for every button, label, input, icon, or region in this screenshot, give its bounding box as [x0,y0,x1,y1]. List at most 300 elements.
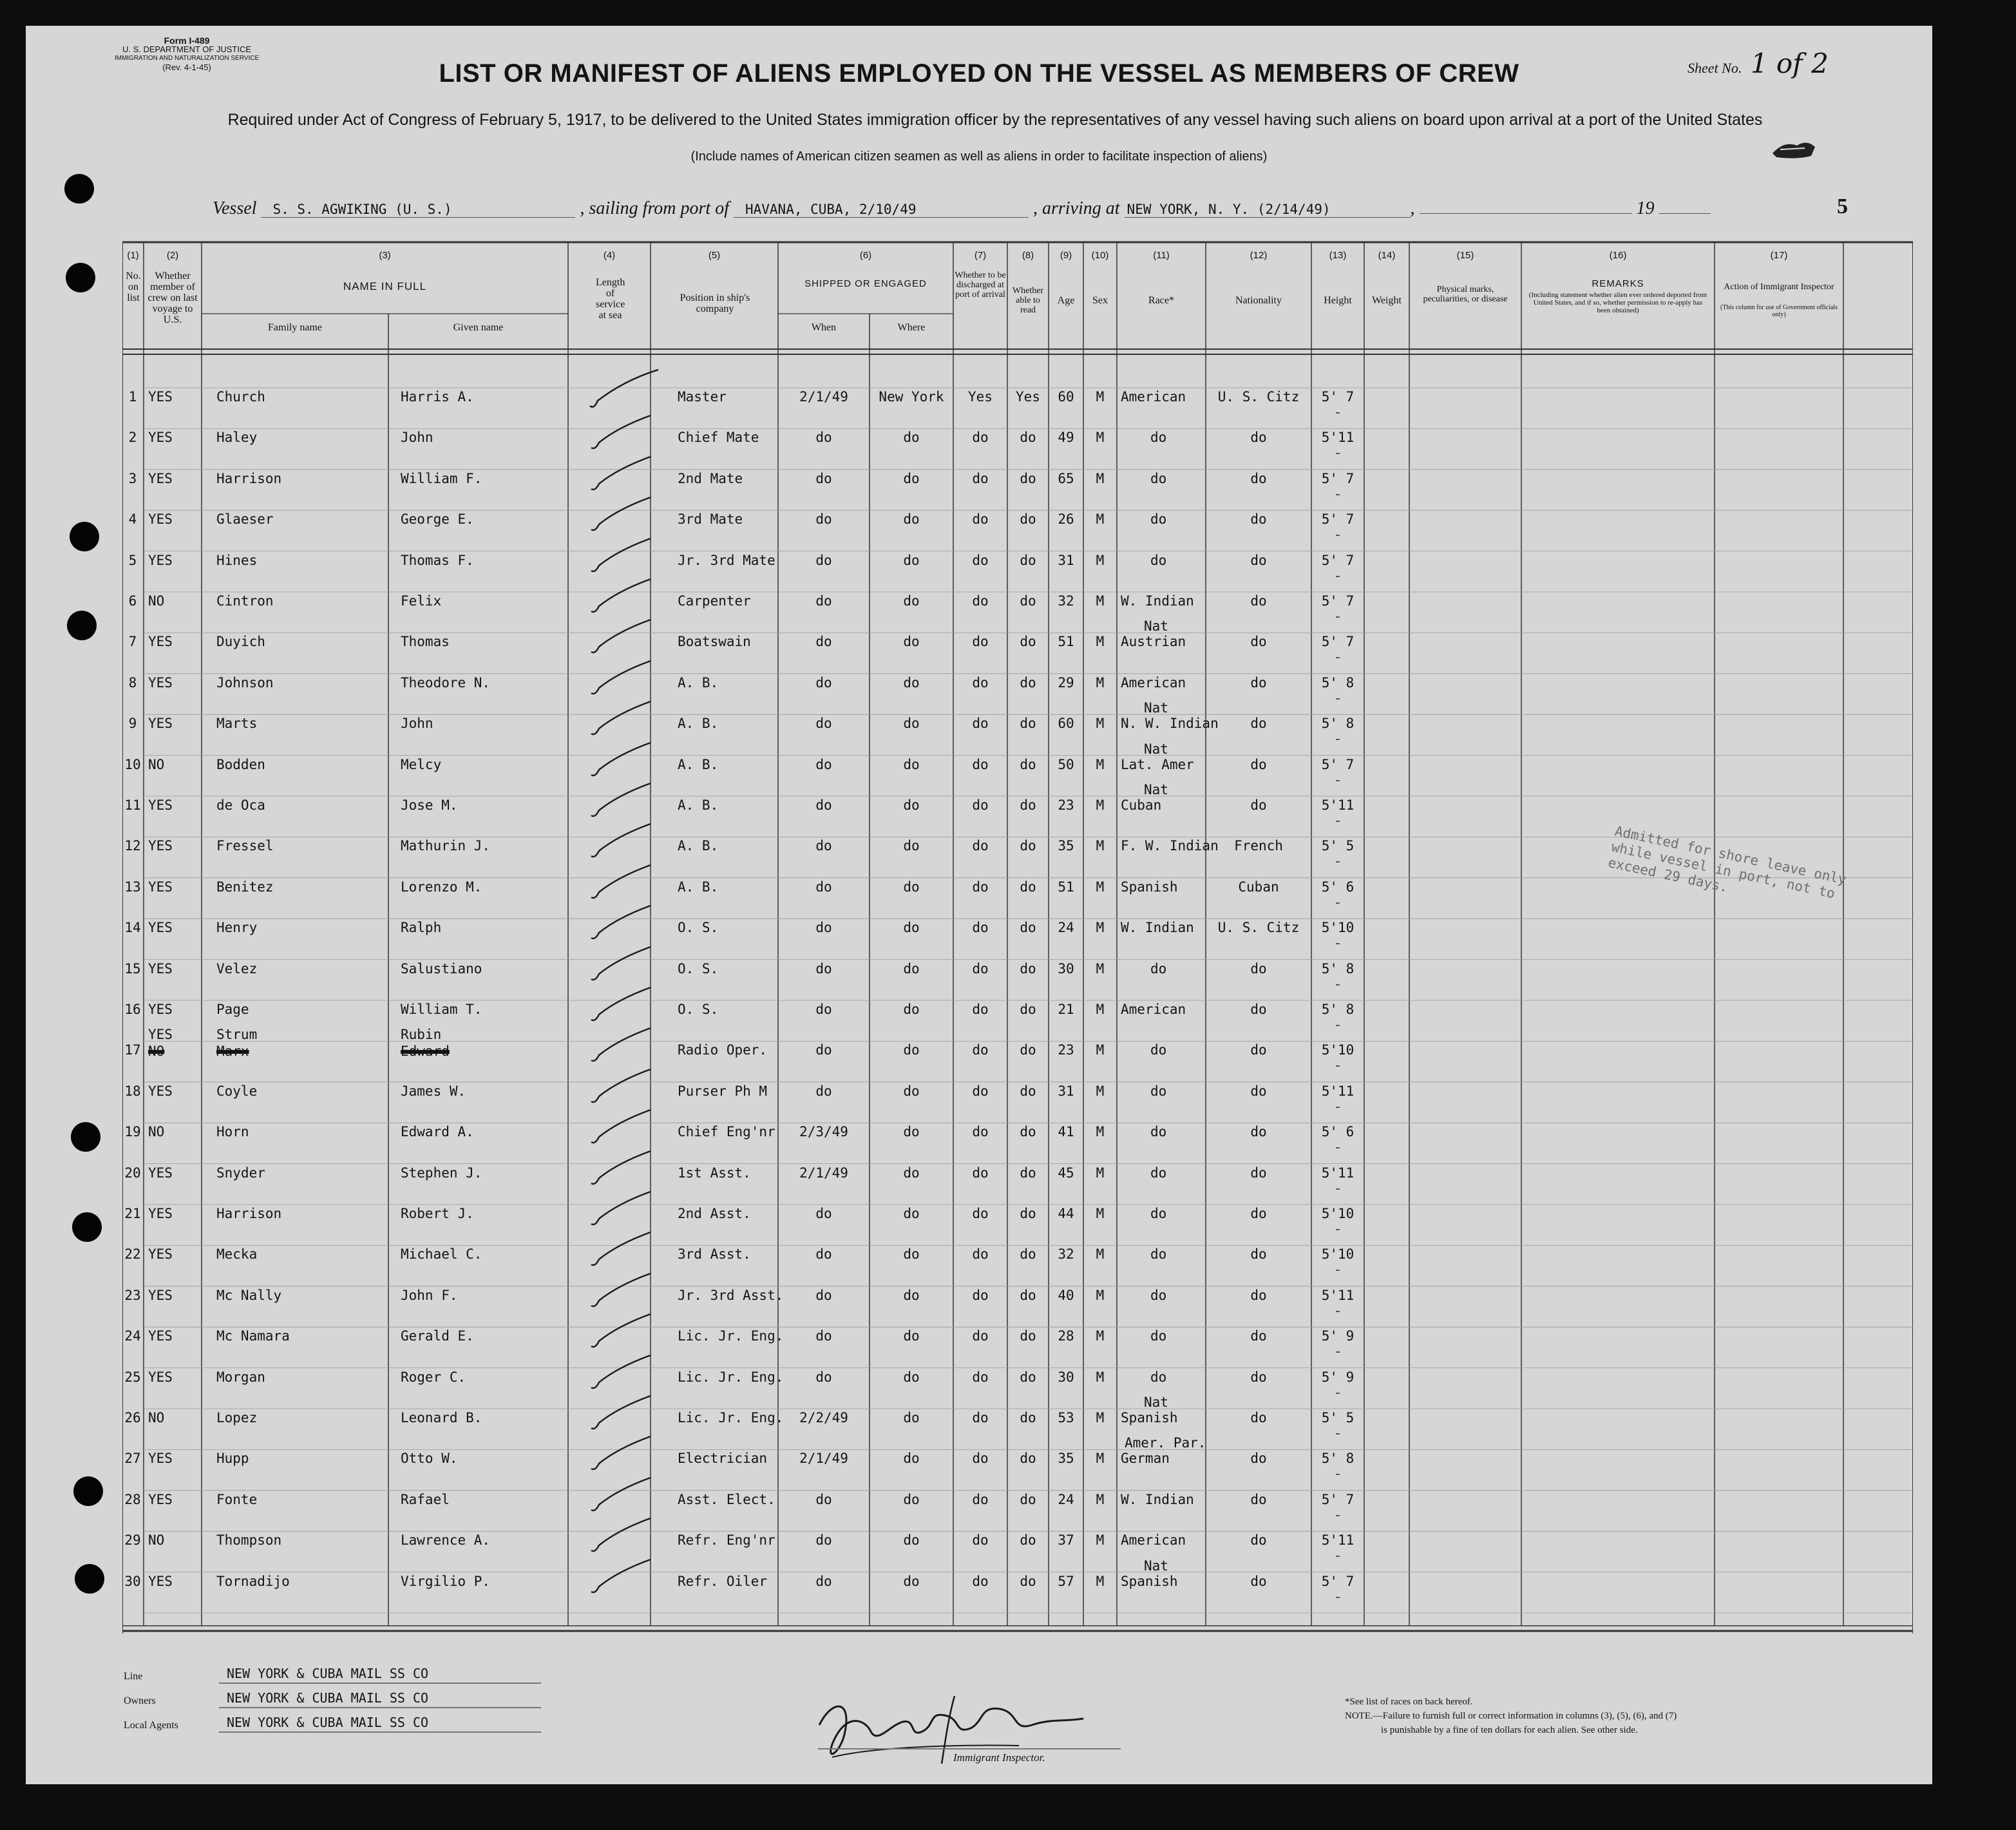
cell-race: Spanish [1121,879,1178,895]
cell-nationality: do [1250,756,1267,772]
cell-position: Electrician [678,1451,768,1467]
cell-position: A. B. [678,674,719,691]
cell-race: do [1150,1369,1167,1385]
cell-where: do [903,593,920,609]
cell-race: Cuban [1121,797,1162,813]
year-label: 19 [1636,198,1655,218]
cell-position: Lic. Jr. Eng. [678,1328,784,1344]
height-tick [1336,1107,1340,1108]
cell-position: 3rd Asst. [678,1246,751,1263]
cell-crew: YES [148,879,173,895]
cell-given: Leonard B. [401,1410,482,1425]
cell-height: 5'11 [1321,1165,1355,1181]
cell-discharge: do [972,716,989,732]
service-check-stroke [591,1028,651,1061]
cell-height: 5' 6 [1321,1124,1355,1140]
cell-no: 6 [128,593,137,609]
cell-race: do [1150,552,1167,568]
cell-height: 5' 7 [1321,1573,1355,1589]
service-check-stroke [591,1518,651,1551]
punch-hole [71,1122,100,1152]
cell-crew: YES [148,634,173,650]
cell-read: do [1020,470,1036,486]
cell-read: do [1020,511,1036,528]
manifest-sheet [26,26,1932,1784]
cell-where: do [903,879,920,895]
height-tick [1336,453,1340,454]
cell-read: do [1020,879,1036,895]
cell-position: 1st Asst. [678,1165,751,1181]
cell-when: do [815,960,832,977]
struck-given: Edward [401,1044,450,1060]
cell-height: 5' 9 [1321,1369,1355,1385]
cell-given: John [401,430,433,446]
cell-when: do [815,797,832,813]
cell-family: Hupp [216,1451,249,1467]
cell-sex: M [1096,430,1105,446]
cell-no: 22 [124,1246,141,1263]
cell-crew: NO [148,1124,165,1140]
cell-height: 5' 8 [1321,1002,1355,1017]
shore-leave-stamp: Admitted for shore leave only while vessel in port, not to exceed 29 days. [1606,823,1848,902]
cell-sex: M [1096,1287,1105,1303]
arriving-at: NEW YORK, N. Y. (2/14/49) [1125,202,1411,218]
cell-nationality: do [1250,960,1267,977]
cell-race: Spanish [1121,1410,1178,1425]
revision: (Rev. 4-1-45) [162,62,211,72]
col4-header: Length of service at sea [596,277,625,321]
cell-no: 18 [124,1083,141,1099]
cell-when: 2/1/49 [799,1165,848,1181]
cell-position: Lic. Jr. Eng. [678,1369,784,1385]
cell-nationality: do [1250,1287,1267,1303]
cell-crew: NO [148,1532,165,1549]
cell-where: do [903,1124,920,1140]
col7-number: (7) [974,250,987,261]
cell-given: John [401,716,433,732]
cell-sex: M [1096,838,1105,854]
cell-age: 35 [1058,1451,1074,1467]
cell-no: 30 [124,1573,141,1589]
punch-hole [70,522,99,551]
service-check-stroke [591,947,651,980]
col15-header: Physical marks, peculiarities, or disease [1423,285,1508,304]
cell-family: Velez [216,960,258,977]
cell-where: do [903,1369,920,1385]
penalty-note: NOTE.—Failure to furnish full or correct information in columns (3), (5), (6), and (7) [1345,1711,1677,1721]
cell-discharge: do [972,1042,989,1058]
height-tick [1336,616,1340,618]
cell-read: do [1020,1042,1036,1058]
cell-when: do [815,1491,832,1507]
cell-given: Salustiano [401,960,482,977]
cell-race: do [1150,430,1167,446]
cell-nationality: do [1250,1002,1267,1017]
cell-position: Refr. Eng'nr [678,1532,775,1549]
cell-race: do [1150,1246,1167,1263]
col12-number: (12) [1250,250,1268,261]
cell-height: 5'10 [1321,1246,1355,1263]
cell-position: A. B. [678,838,719,854]
cell-position: 2nd Mate [678,470,743,486]
cell-discharge: do [972,1206,989,1221]
cell-no: 4 [128,511,137,528]
cell-position: Lic. Jr. Eng. [678,1410,784,1425]
cell-crew: YES [148,552,173,568]
cell-when: do [815,1042,832,1058]
cell-no: 21 [124,1206,141,1221]
service-check-icon [586,612,663,657]
cell-discharge: do [972,879,989,895]
cell-read: do [1020,552,1036,568]
cell-where: do [903,511,920,528]
cell-read: do [1020,1369,1036,1385]
cell-where: do [903,1491,920,1507]
cell-position: A. B. [678,797,719,813]
cell-age: 31 [1058,552,1074,568]
cell-crew: YES [148,511,173,528]
cell-nationality: do [1250,470,1267,486]
cell-crew: YES [148,716,173,732]
cell-race: Austrian [1121,634,1186,650]
sheet-label: Sheet No. [1688,60,1742,76]
service-check-icon [586,1020,663,1065]
cell-no: 11 [124,797,141,813]
cell-family: Mecka [216,1246,258,1263]
cell-nationality: do [1250,552,1267,568]
cell-race: do [1150,1124,1167,1140]
cell-nationality: do [1250,1083,1267,1099]
cell-sex: M [1096,879,1105,895]
cell-age: 32 [1058,1246,1074,1263]
cell-race: do [1150,1083,1167,1099]
cell-sex: M [1096,1206,1105,1221]
cell-where: do [903,1410,920,1425]
cell-sex: M [1096,1410,1105,1425]
cell-read: do [1020,1410,1036,1425]
cell-where: do [903,1002,920,1017]
height-tick [1336,1515,1340,1516]
service-check-stroke [591,783,651,816]
cell-position: Master [678,389,727,405]
cell-given: Lorenzo M. [401,879,482,895]
cell-sex: M [1096,1369,1105,1385]
service-check-stroke [591,743,651,776]
cell-nationality: U. S. Citz [1217,389,1300,405]
cell-read: do [1020,1491,1036,1507]
height-tick [1336,1433,1340,1434]
cell-family: Glaeser [216,511,274,528]
height-tick [1336,739,1340,740]
cell-crew: YES [148,430,173,446]
service-check-icon [586,1470,663,1515]
cell-height: 5' 7 [1321,511,1355,528]
cell-nationality: do [1250,1451,1267,1467]
height-tick [1336,1311,1340,1312]
cell-where: do [903,960,920,977]
col10-number: (10) [1091,250,1109,261]
col2-header: Whether member of crew on last voyage to U.S. [147,271,198,325]
cell-discharge: do [972,511,989,528]
col3-number: (3) [379,250,391,261]
cell-race-prefix: Nat [1144,618,1168,634]
cell-nationality: do [1250,1165,1267,1181]
cell-family: Bodden [216,756,265,772]
cell-discharge: do [972,1124,989,1140]
height-tick [1336,657,1340,658]
cell-age: 32 [1058,593,1074,609]
cell-family: Johnson [216,674,274,691]
cell-no: 9 [128,716,137,732]
line-label: Line [124,1671,143,1682]
cell-when: do [815,1573,832,1589]
cell-crew: YES [148,1369,173,1385]
cell-no: 26 [124,1410,141,1425]
cell-when: do [815,552,832,568]
service-check-stroke [591,1110,651,1143]
col10-header: Sex [1092,295,1108,306]
cell-no: 13 [124,879,141,895]
cell-family: Harrison [216,1206,282,1221]
cell-given: John F. [401,1287,458,1303]
line-rule [219,1682,541,1684]
height-tick [1336,535,1340,536]
service-check-icon [586,898,663,943]
cell-read: do [1020,1124,1036,1140]
cell-no: 27 [124,1451,141,1467]
struck-family: Marx [216,1044,249,1060]
cell-sex: M [1096,1002,1105,1017]
cell-when: do [815,838,832,854]
service-check-stroke [591,865,651,898]
cell-sex: M [1096,634,1105,650]
col15-number: (15) [1456,250,1474,261]
cell-family: Harrison [216,470,282,486]
cell-read: do [1020,1083,1036,1099]
cell-sex: M [1096,1042,1105,1058]
cell-crew: YES [148,1206,173,1221]
cell-race: Spanish [1121,1573,1178,1589]
cell-when: do [815,716,832,732]
cell-where: do [903,674,920,691]
cell-when: do [815,756,832,772]
service-check-icon [586,531,663,576]
cell-race: Lat. Amer [1121,756,1194,772]
cell-family: Mc Namara [216,1328,290,1344]
cell-where: do [903,1165,920,1181]
cell-family: Strum [216,1027,258,1043]
cell-age: 44 [1058,1206,1074,1221]
cell-race-prefix: Nat [1144,1558,1168,1574]
cell-read: do [1020,1246,1036,1263]
cell-nationality: do [1250,1369,1267,1385]
cell-discharge: do [972,920,989,936]
cell-read: do [1020,1002,1036,1017]
cell-given: Thomas F. [401,552,474,568]
cell-given: Otto W. [401,1451,458,1467]
col8-header: Whether able to read [1012,286,1044,315]
cell-given: Lawrence A. [401,1532,491,1549]
cell-no: 20 [124,1165,141,1181]
service-check-stroke [591,1273,651,1306]
cell-no: 7 [128,634,137,650]
cell-no: 17 [124,1042,141,1058]
cell-crew: YES [148,1491,173,1507]
cell-discharge: do [972,1246,989,1263]
cell-height: 5' 7 [1321,593,1355,609]
service-check-icon [586,1184,663,1229]
cell-discharge: do [972,1083,989,1099]
cell-given: Theodore N. [401,674,491,691]
service-check-stroke [591,1151,651,1184]
cell-read: Yes [1016,389,1040,405]
service-check-icon [586,776,663,821]
cell-race: do [1150,470,1167,486]
cell-sex: M [1096,1083,1105,1099]
cell-where: do [903,1451,920,1467]
cell-when: do [815,920,832,936]
cell-height: 5' 8 [1321,716,1355,732]
height-tick [1336,1025,1340,1026]
cell-height: 5'11 [1321,430,1355,446]
cell-race: F. W. Indian [1121,838,1219,854]
cell-sex: M [1096,511,1105,528]
cell-crew: YES [148,1002,173,1017]
cell-position: Chief Eng'nr [678,1124,775,1140]
cell-age: 24 [1058,920,1074,936]
cell-given: Gerald E. [401,1328,474,1344]
cell-race: do [1150,1206,1167,1221]
service-check-icon [586,857,663,902]
cell-nationality: Cuban [1238,879,1279,895]
cell-crew: YES [148,1083,173,1099]
service-check-icon [586,1348,663,1393]
cell-where: do [903,920,920,936]
service-check-icon [586,816,663,861]
height-tick [1336,494,1340,495]
height-tick [1336,412,1340,414]
service-check-stroke [591,1355,651,1388]
cell-discharge: do [972,960,989,977]
cell-read: do [1020,920,1036,936]
col17-header: Action of Immigrant Inspector [1724,282,1834,292]
cell-height: 5' 6 [1321,879,1355,895]
service-check-stroke [591,579,651,612]
cell-position: O. S. [678,920,719,936]
cell-family: Cintron [216,593,274,609]
owners-label: Owners [124,1695,156,1706]
col3-header: NAME IN FULL [343,280,427,292]
crew-ledger [122,214,1913,1634]
cell-nationality: French [1234,838,1283,854]
cell-no: 28 [124,1491,141,1507]
service-check-icon [586,1429,663,1474]
service-check-icon [586,1552,663,1597]
cell-read: do [1020,1573,1036,1589]
service-check-icon [586,490,663,535]
service-check-icon [586,1102,663,1147]
cell-height: 5' 7 [1321,1491,1355,1507]
cell-crew: NO [148,756,165,772]
cell-age: 35 [1058,838,1074,854]
cell-no: 1 [128,389,137,405]
cell-height: 5'10 [1321,1042,1355,1058]
height-tick [1336,902,1340,904]
cell-given: George E. [401,511,474,528]
cell-race: N. W. Indian [1121,716,1219,732]
line-value: NEW YORK & CUBA MAIL SS CO [227,1666,429,1681]
col11-number: (11) [1153,250,1170,261]
cell-when: do [815,1328,832,1344]
col6a-header: When [811,322,837,333]
col9-header: Age [1057,295,1075,306]
cell-discharge: do [972,552,989,568]
cell-when: do [815,430,832,446]
col17-number: (17) [1770,250,1788,261]
service-check-stroke [590,370,658,407]
cell-family: Henry [216,920,258,936]
punch-hole [64,174,94,204]
ledger-grid [122,214,1913,1634]
cell-family: Horn [216,1124,249,1140]
cell-family: Snyder [216,1165,265,1181]
cell-race: American [1121,1002,1186,1017]
cell-family: Mc Nally [216,1287,282,1303]
cell-nationality: do [1250,1246,1267,1263]
cell-discharge: do [972,1451,989,1467]
cell-where: do [903,1083,920,1099]
cell-race: do [1150,1328,1167,1344]
cell-sex: M [1096,1491,1105,1507]
cell-height: 5' 7 [1321,634,1355,650]
height-tick [1336,1188,1340,1190]
cell-race: W. Indian [1121,593,1194,609]
cell-read: do [1020,1206,1036,1221]
cell-given: Melcy [401,756,442,772]
cell-sex: M [1096,593,1105,609]
col1-header: No. on list [126,271,141,303]
cell-nationality: do [1250,1410,1267,1425]
cell-read: do [1020,430,1036,446]
cell-family: Fressel [216,838,274,854]
col14-header: Weight [1372,295,1402,306]
cell-discharge: do [972,838,989,854]
height-tick [1336,1556,1340,1557]
cell-given: Rubin [401,1027,442,1043]
cell-age: 24 [1058,1491,1074,1507]
cell-crew: YES [148,838,173,854]
cell-discharge: do [972,1165,989,1181]
cell-where: do [903,1328,920,1344]
cell-height: 5'10 [1321,920,1355,936]
cell-sex: M [1096,797,1105,813]
col11-header: Race* [1148,295,1174,306]
cell-sex: M [1096,1246,1105,1263]
cell-when: do [815,593,832,609]
inspector-stamp-icon [1771,134,1816,160]
cell-race: do [1150,960,1167,977]
height-tick [1336,1351,1340,1353]
agents-value: NEW YORK & CUBA MAIL SS CO [227,1715,429,1730]
height-tick [1336,698,1340,700]
cell-race: do [1150,511,1167,528]
cell-family: Tornadijo [216,1573,290,1589]
cell-no: 2 [128,430,137,446]
cell-age: 60 [1058,389,1074,405]
cell-family: Duyich [216,634,265,650]
cell-sex: M [1096,1451,1105,1467]
vessel-name: S. S. AGWIKING (U. S.) [261,202,575,218]
